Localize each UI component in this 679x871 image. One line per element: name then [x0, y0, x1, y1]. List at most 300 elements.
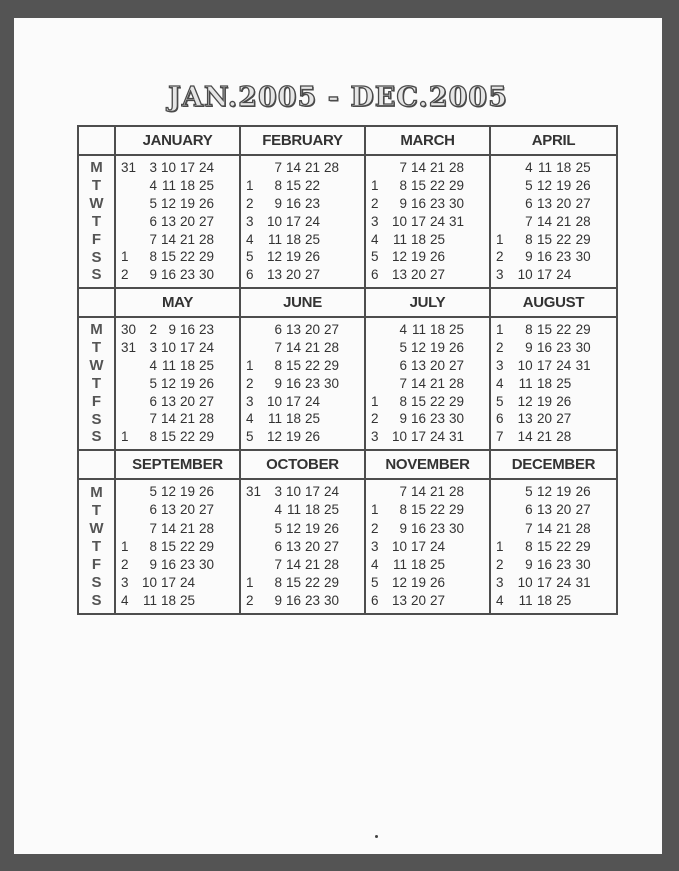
- date-cell: 24: [304, 213, 320, 229]
- month-name: MAY: [116, 289, 239, 318]
- weekday-date-row: [246, 359, 360, 373]
- date-cell: 7: [525, 520, 533, 536]
- date-cell: 12: [160, 484, 176, 500]
- date-cell: 8: [525, 538, 533, 554]
- date-cell: [466, 412, 485, 426]
- date-cell: [371, 161, 390, 175]
- weekday-date-row: [496, 161, 612, 175]
- weekday-date-row: [496, 540, 612, 554]
- date-cell: 26: [575, 178, 591, 194]
- date-cell: [322, 412, 341, 426]
- date-cell: 14: [536, 213, 552, 229]
- date-cell: 20: [556, 502, 572, 518]
- date-cell: 10: [391, 538, 407, 554]
- weekday-letter: F: [91, 392, 102, 410]
- date-cell: [341, 430, 360, 444]
- date-cell: 18: [285, 231, 301, 247]
- date-cell: 6: [525, 502, 533, 518]
- date-cell: 9: [399, 411, 407, 427]
- date-cell: 30: [575, 556, 591, 572]
- month-dates: [241, 318, 364, 449]
- date-cell: 22: [179, 429, 195, 445]
- weekday-date-row: [496, 215, 612, 229]
- weekday-date-row: [371, 179, 485, 193]
- date-cell: 17: [285, 393, 301, 409]
- date-cell: 3: [121, 575, 129, 591]
- weekday-letter: T: [91, 537, 102, 555]
- weekday-letter: W: [89, 195, 104, 213]
- date-cell: 1: [246, 575, 254, 591]
- weekday-date-row: [246, 323, 360, 337]
- date-cell: 12: [391, 249, 407, 265]
- date-cell: [593, 341, 612, 355]
- weekday-date-row: [246, 485, 360, 499]
- date-cell: 7: [399, 160, 407, 176]
- date-cell: 18: [179, 357, 195, 373]
- date-cell: 30: [448, 520, 464, 536]
- date-cell: 12: [266, 249, 282, 265]
- date-cell: 19: [410, 575, 426, 591]
- date-cell: [216, 179, 235, 193]
- date-cell: [216, 576, 235, 590]
- date-cell: 11: [161, 178, 176, 194]
- date-cell: 15: [536, 231, 552, 247]
- date-cell: 28: [323, 160, 339, 176]
- date-cell: [466, 341, 485, 355]
- date-cell: 1: [496, 231, 504, 247]
- weekday-date-row: [246, 503, 360, 517]
- weekday-letter: M: [90, 321, 103, 339]
- date-cell: 11: [161, 357, 176, 373]
- date-cell: 21: [304, 160, 320, 176]
- date-cell: [593, 594, 612, 608]
- date-cell: [216, 359, 235, 373]
- weekday-date-row: [246, 522, 360, 536]
- date-cell: 27: [323, 322, 339, 338]
- date-cell: [573, 594, 592, 608]
- date-cell: [496, 215, 515, 229]
- date-cell: 13: [285, 322, 301, 338]
- date-cell: 11: [518, 593, 533, 609]
- date-cell: [466, 179, 485, 193]
- weekday-letter: S: [91, 574, 102, 592]
- date-cell: 20: [304, 322, 320, 338]
- date-cell: 15: [285, 575, 301, 591]
- date-cell: 10: [285, 484, 301, 500]
- weekday-date-row: [246, 341, 360, 355]
- weekday-date-row: [371, 594, 485, 608]
- date-cell: 27: [198, 213, 214, 229]
- date-cell: [466, 430, 485, 444]
- date-cell: [246, 503, 265, 517]
- weekday-date-row: [496, 359, 612, 373]
- date-cell: 3: [371, 538, 379, 554]
- month-dates: [366, 318, 489, 449]
- weekday-date-row: [246, 268, 360, 282]
- date-cell: 4: [149, 178, 157, 194]
- weekday-date-row: [121, 594, 235, 608]
- date-cell: [121, 522, 140, 536]
- date-cell: [466, 215, 485, 229]
- date-cell: 25: [304, 411, 320, 427]
- date-cell: 5: [525, 484, 533, 500]
- date-cell: 5: [371, 575, 379, 591]
- date-cell: 23: [429, 520, 445, 536]
- date-cell: 18: [179, 178, 195, 194]
- date-cell: [322, 430, 341, 444]
- weekday-letters: [79, 480, 114, 613]
- date-cell: 29: [323, 575, 339, 591]
- weekday-column-header: [79, 451, 114, 480]
- date-cell: 16: [285, 195, 301, 211]
- date-cell: [496, 161, 515, 175]
- date-cell: 1: [121, 538, 129, 554]
- date-cell: 14: [410, 160, 426, 176]
- date-cell: 8: [399, 393, 407, 409]
- weekday-date-row: [121, 323, 235, 337]
- date-cell: [341, 522, 360, 536]
- date-cell: 5: [149, 375, 157, 391]
- date-cell: 21: [179, 411, 195, 427]
- date-cell: [216, 250, 235, 264]
- date-cell: 7: [274, 340, 282, 356]
- date-cell: 13: [517, 411, 533, 427]
- date-cell: [496, 503, 515, 517]
- weekday-date-row: [121, 485, 235, 499]
- month-name: DECEMBER: [491, 451, 616, 480]
- date-cell: [593, 430, 612, 444]
- date-cell: [466, 268, 485, 282]
- date-cell: 20: [410, 593, 426, 609]
- date-cell: 6: [525, 195, 533, 211]
- date-cell: 2: [246, 195, 254, 211]
- date-cell: 22: [429, 178, 445, 194]
- date-cell: [466, 323, 485, 337]
- date-cell: 4: [399, 322, 407, 338]
- month-dates: [116, 318, 239, 449]
- date-cell: 10: [517, 357, 533, 373]
- date-cell: 18: [304, 502, 320, 518]
- date-cell: 17: [410, 429, 426, 445]
- date-cell: [121, 359, 140, 373]
- date-cell: [496, 197, 515, 211]
- date-cell: 25: [556, 375, 572, 391]
- date-cell: 20: [536, 411, 552, 427]
- date-cell: 20: [410, 267, 426, 283]
- weekday-letter: T: [91, 177, 102, 195]
- date-cell: 27: [556, 411, 572, 427]
- date-cell: 3: [246, 213, 254, 229]
- date-cell: 16: [285, 593, 301, 609]
- date-cell: [216, 161, 235, 175]
- date-cell: 1: [496, 538, 504, 554]
- date-cell: [322, 197, 341, 211]
- month-block: [116, 289, 241, 451]
- month-dates: [241, 480, 364, 613]
- date-cell: 27: [429, 593, 445, 609]
- date-cell: 29: [575, 538, 591, 554]
- weekday-date-row: [371, 215, 485, 229]
- weekday-date-row: [371, 558, 485, 572]
- date-cell: 5: [246, 249, 254, 265]
- month-dates: [491, 156, 616, 287]
- date-cell: 18: [160, 593, 176, 609]
- date-cell: [466, 359, 485, 373]
- date-cell: 3: [149, 340, 157, 356]
- date-cell: 26: [429, 249, 445, 265]
- date-cell: [593, 377, 612, 391]
- date-cell: 13: [160, 213, 176, 229]
- weekday-column-header: [79, 289, 114, 318]
- date-cell: 26: [198, 484, 214, 500]
- date-cell: 1: [371, 178, 379, 194]
- weekday-date-row: [121, 503, 235, 517]
- date-cell: 19: [179, 375, 195, 391]
- date-cell: 10: [266, 393, 282, 409]
- date-cell: 14: [160, 520, 176, 536]
- date-cell: [593, 233, 612, 247]
- date-cell: 31: [575, 357, 591, 373]
- date-cell: 11: [537, 160, 552, 176]
- date-cell: 27: [575, 502, 591, 518]
- date-cell: 11: [142, 593, 157, 609]
- weekday-letter: S: [91, 410, 102, 428]
- weekday-column-header: [79, 127, 114, 156]
- date-cell: 4: [246, 231, 254, 247]
- date-cell: 6: [274, 322, 282, 338]
- date-cell: 1: [371, 502, 379, 518]
- date-cell: [216, 268, 235, 282]
- date-cell: 14: [410, 484, 426, 500]
- date-cell: 9: [399, 195, 407, 211]
- date-cell: 12: [536, 484, 552, 500]
- weekday-date-row: [121, 197, 235, 211]
- date-cell: 13: [536, 502, 552, 518]
- date-cell: 13: [266, 267, 282, 283]
- date-cell: 17: [285, 213, 301, 229]
- date-cell: 27: [575, 195, 591, 211]
- date-cell: 5: [246, 429, 254, 445]
- date-cell: 19: [556, 178, 572, 194]
- date-cell: 12: [160, 375, 176, 391]
- date-cell: 4: [274, 502, 282, 518]
- date-cell: 6: [149, 213, 157, 229]
- month-dates: [241, 156, 364, 287]
- weekday-date-row: [246, 594, 360, 608]
- date-cell: 24: [429, 213, 445, 229]
- date-cell: 31: [246, 484, 262, 500]
- date-cell: 2: [496, 249, 504, 265]
- weekday-date-row: [496, 323, 612, 337]
- weekday-date-row: [496, 233, 612, 247]
- weekday-date-row: [121, 179, 235, 193]
- date-cell: 22: [556, 322, 572, 338]
- date-cell: 24: [323, 484, 339, 500]
- date-cell: 3: [149, 160, 157, 176]
- date-cell: [593, 215, 612, 229]
- date-cell: [322, 215, 341, 229]
- weekday-date-row: [496, 485, 612, 499]
- date-cell: 21: [556, 213, 572, 229]
- date-cell: [371, 341, 390, 355]
- month-block: [241, 451, 366, 613]
- date-cell: 24: [556, 357, 572, 373]
- date-cell: 17: [410, 538, 426, 554]
- date-cell: 29: [198, 538, 214, 554]
- month-name: FEBRUARY: [241, 127, 364, 156]
- month-dates: [366, 480, 489, 613]
- date-cell: 26: [429, 575, 445, 591]
- date-cell: 23: [556, 340, 572, 356]
- date-cell: 26: [198, 195, 214, 211]
- date-cell: 21: [429, 375, 445, 391]
- weekday-column: [79, 289, 116, 451]
- date-cell: 10: [141, 575, 157, 591]
- date-cell: [216, 522, 235, 536]
- date-cell: [121, 485, 140, 499]
- date-cell: [216, 323, 235, 337]
- weekday-date-row: [121, 522, 235, 536]
- date-cell: 16: [410, 520, 426, 536]
- date-cell: 9: [149, 267, 157, 283]
- date-cell: [121, 215, 140, 229]
- weekday-date-row: [121, 377, 235, 391]
- date-cell: 7: [399, 375, 407, 391]
- date-cell: 8: [149, 249, 157, 265]
- weekday-date-row: [121, 250, 235, 264]
- date-cell: 30: [575, 340, 591, 356]
- date-cell: 6: [371, 267, 379, 283]
- date-cell: 29: [448, 502, 464, 518]
- month-name: JUNE: [241, 289, 364, 318]
- date-cell: [121, 503, 140, 517]
- date-cell: 30: [448, 411, 464, 427]
- date-cell: 24: [304, 393, 320, 409]
- date-cell: 7: [149, 520, 157, 536]
- date-cell: 3: [496, 267, 504, 283]
- date-cell: 28: [575, 520, 591, 536]
- date-cell: 4: [121, 593, 129, 609]
- date-cell: [447, 594, 466, 608]
- date-cell: 23: [556, 249, 572, 265]
- date-cell: 22: [304, 178, 320, 194]
- weekday-date-row: [246, 540, 360, 554]
- date-cell: [341, 250, 360, 264]
- date-cell: 7: [525, 213, 533, 229]
- weekday-letter: W: [89, 519, 104, 537]
- date-cell: 8: [274, 575, 282, 591]
- date-cell: 23: [304, 375, 320, 391]
- date-cell: 21: [429, 484, 445, 500]
- date-cell: 7: [149, 231, 157, 247]
- date-cell: 25: [429, 231, 445, 247]
- date-cell: 15: [410, 178, 426, 194]
- date-cell: [341, 540, 360, 554]
- month-block: [116, 127, 241, 289]
- date-cell: 6: [274, 538, 282, 554]
- date-cell: [246, 558, 265, 572]
- month-name: MARCH: [366, 127, 489, 156]
- date-cell: [573, 268, 592, 282]
- date-cell: 4: [149, 357, 157, 373]
- weekday-letter: F: [91, 230, 102, 248]
- date-cell: [466, 161, 485, 175]
- date-cell: 2: [371, 195, 379, 211]
- date-cell: 31: [448, 429, 464, 445]
- date-cell: 8: [399, 502, 407, 518]
- date-cell: 29: [323, 357, 339, 373]
- date-cell: [341, 268, 360, 282]
- date-cell: 22: [179, 538, 195, 554]
- weekday-date-row: [121, 341, 235, 355]
- weekday-date-row: [121, 540, 235, 554]
- date-cell: 4: [246, 411, 254, 427]
- date-cell: 11: [267, 411, 282, 427]
- month-name: JULY: [366, 289, 489, 318]
- date-cell: [593, 485, 612, 499]
- date-cell: 22: [556, 538, 572, 554]
- date-cell: 8: [525, 322, 533, 338]
- date-cell: 30: [323, 375, 339, 391]
- date-cell: 2: [371, 520, 379, 536]
- date-cell: 14: [160, 411, 176, 427]
- date-cell: [466, 594, 485, 608]
- date-cell: 27: [323, 538, 339, 554]
- calendar-title: JAN.2005 - DEC.2005: [168, 82, 508, 113]
- date-cell: 11: [411, 322, 426, 338]
- date-cell: 7: [399, 484, 407, 500]
- date-cell: [466, 558, 485, 572]
- date-cell: 11: [286, 502, 301, 518]
- date-cell: 3: [274, 484, 282, 500]
- date-cell: [371, 359, 390, 373]
- month-name: NOVEMBER: [366, 451, 489, 480]
- weekday-date-row: [246, 558, 360, 572]
- date-cell: 21: [556, 520, 572, 536]
- date-cell: 31: [121, 340, 137, 356]
- date-cell: [341, 412, 360, 426]
- date-cell: 9: [274, 195, 282, 211]
- date-cell: [593, 540, 612, 554]
- date-cell: 12: [391, 575, 407, 591]
- date-cell: 27: [448, 357, 464, 373]
- weekday-date-row: [371, 341, 485, 355]
- date-cell: 20: [429, 357, 445, 373]
- date-cell: 23: [198, 322, 214, 338]
- date-cell: 20: [556, 195, 572, 211]
- date-cell: 21: [429, 160, 445, 176]
- date-cell: 19: [285, 429, 301, 445]
- date-cell: [121, 179, 140, 193]
- date-cell: [447, 576, 466, 590]
- date-cell: 15: [160, 249, 176, 265]
- weekday-date-row: [121, 215, 235, 229]
- date-cell: 6: [496, 411, 504, 427]
- month-name: APRIL: [491, 127, 616, 156]
- date-cell: [341, 503, 360, 517]
- date-cell: 19: [179, 195, 195, 211]
- weekday-date-row: [496, 197, 612, 211]
- date-cell: [216, 197, 235, 211]
- date-cell: 15: [410, 393, 426, 409]
- date-cell: [573, 412, 592, 426]
- date-cell: 11: [392, 231, 407, 247]
- date-cell: [466, 503, 485, 517]
- weekday-date-row: [246, 161, 360, 175]
- date-cell: 27: [198, 502, 214, 518]
- date-cell: 15: [160, 429, 176, 445]
- weekday-date-row: [371, 395, 485, 409]
